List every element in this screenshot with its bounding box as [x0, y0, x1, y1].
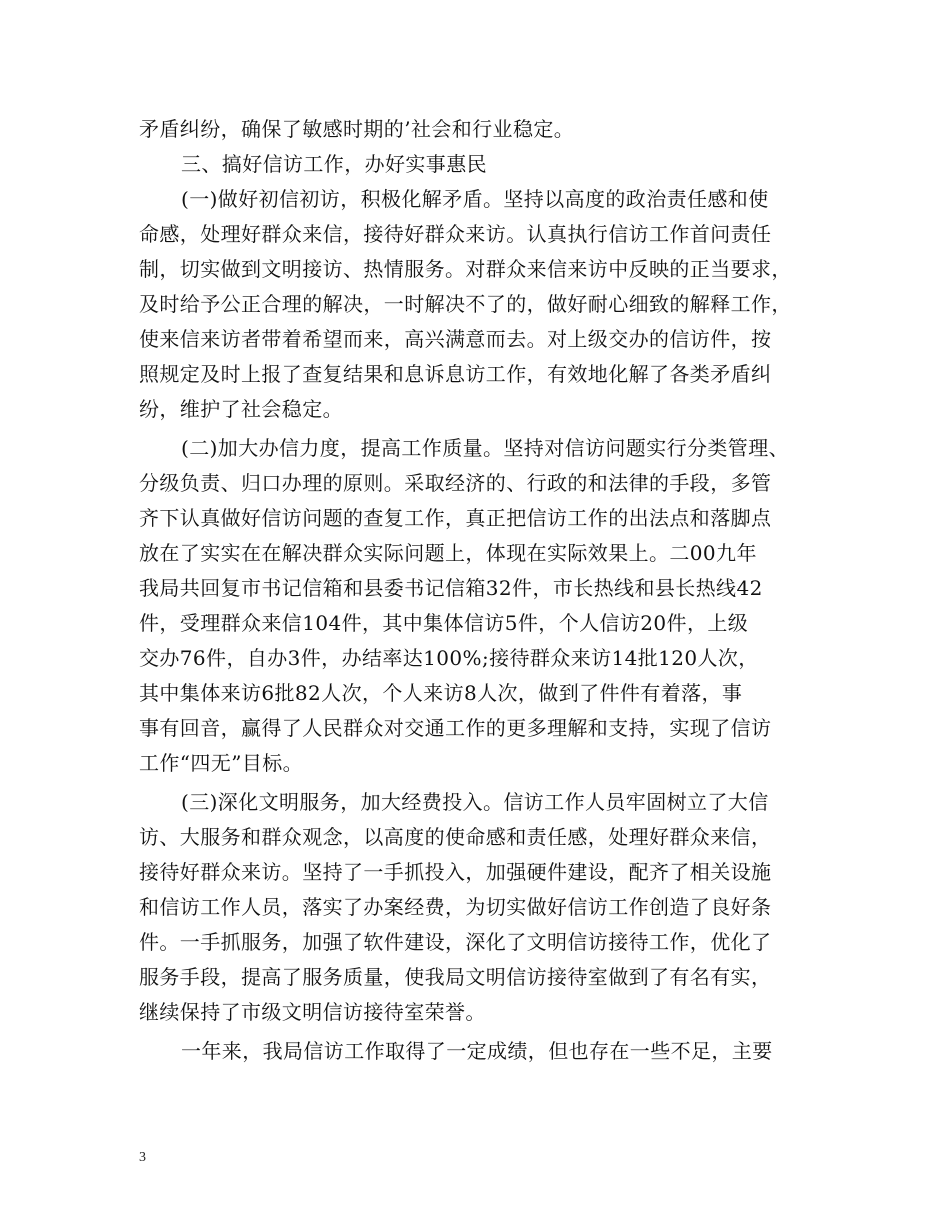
- text-line: 件，受理群众来信104件，其中集体信访5件，个人信访20件，上级: [139, 611, 749, 635]
- text-line: 服务手段，提高了服务质量，使我局文明信访接待室做到了有名有实，: [139, 965, 772, 989]
- text-line: 制，切实做到文明接访、热情服务。对群众来信来访中反映的正当要求，: [139, 257, 792, 281]
- text-line: (一)做好初信初访，积极化解矛盾。坚持以高度的政治责任感和使: [181, 187, 769, 211]
- text-line: 放在了实实在在解决群众实际问题上，体现在实际效果上。二00九年: [139, 541, 757, 565]
- text-line: 纷，维护了社会稳定。: [139, 397, 343, 421]
- text-line: 事有回音，赢得了人民群众对交通工作的更多理解和支持，实现了信访: [139, 716, 772, 740]
- text-line: 使来信来访者带着希望而来，高兴满意而去。对上级交办的信访件，按: [139, 327, 772, 351]
- text-line: 齐下认真做好信访问题的查复工作，真正把信访工作的出法点和落脚点: [139, 506, 772, 530]
- text-line: (二)加大办信力度，提高工作质量。坚持对信访问题实行分类管理、: [181, 436, 790, 460]
- text-line: 一年来，我局信访工作取得了一定成绩，但也存在一些不足，主要: [181, 1039, 773, 1063]
- text-line: 照规定及时上报了查复结果和息诉息访工作，有效地化解了各类矛盾纠: [139, 362, 772, 386]
- text-line: 访、大服务和群众观念，以高度的使命感和责任感，处理好群众来信，: [139, 825, 772, 849]
- text-line: 工作“四无”目标。: [139, 751, 304, 775]
- text-line: 交办76件，自办3件，办结率达100%;接待群众来访14批120人次，: [139, 646, 759, 670]
- text-line: (三)深化文明服务，加大经费投入。信访工作人员牢固树立了大信: [181, 790, 769, 814]
- text-line: 我局共回复市书记信箱和县委书记信箱32件，市长热线和县长热线42: [139, 576, 763, 600]
- text-line: 接待好群众来访。坚持了一手抓投入，加强硬件建设，配齐了相关设施: [139, 860, 772, 884]
- text-line: 及时给予公正合理的解决，一时解决不了的，做好耐心细致的解释工作，: [139, 292, 792, 316]
- text-line: 和信访工作人员，落实了办案经费，为切实做好信访工作创造了良好条: [139, 895, 772, 919]
- text-line: 矛盾纠纷，确保了敏感时期的’社会和行业稳定。: [139, 117, 575, 141]
- text-line: 件。一手抓服务，加强了软件建设，深化了文明信访接待工作，优化了: [139, 930, 772, 954]
- text-line: 其中集体来访6批82人次，个人来访8人次，做到了件件有着落，事: [139, 681, 743, 705]
- text-line: 分级负责、归口办理的原则。采取经济的、行政的和法律的手段，多管: [139, 471, 772, 495]
- text-line: 命感，处理好群众来信，接待好群众来访。认真执行信访工作首问责任: [139, 222, 772, 246]
- section-heading: 三、搞好信访工作，办好实事惠民: [181, 152, 487, 176]
- text-line: 继续保持了市级文明信访接待室荣誉。: [139, 1000, 486, 1024]
- page-number: 3: [139, 1150, 146, 1165]
